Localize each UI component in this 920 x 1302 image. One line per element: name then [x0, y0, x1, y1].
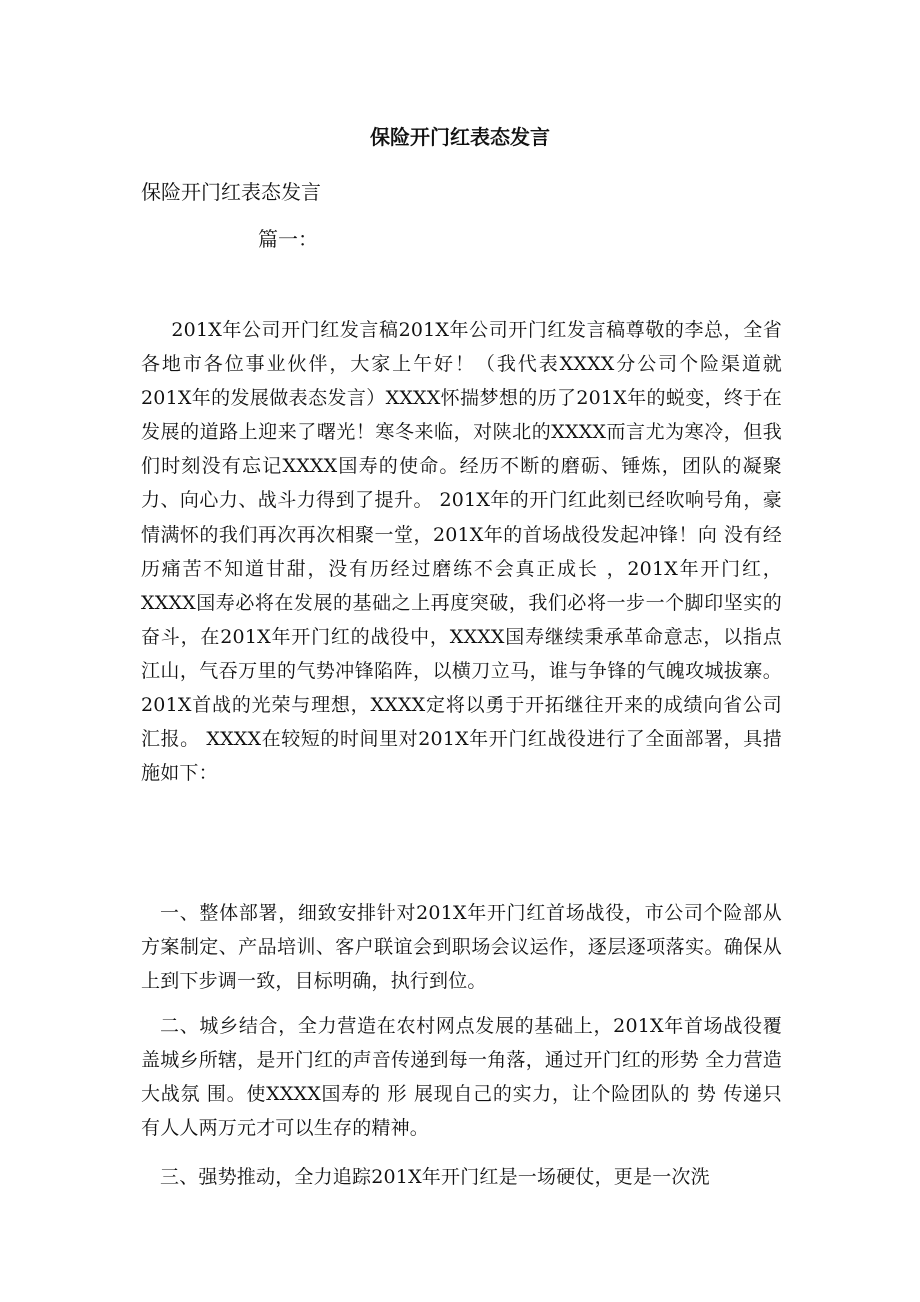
paragraph-item-3: 三、强势推动，全力追踪201X年开门红是一场硬仗，更是一次洗: [160, 1166, 710, 1188]
paragraph-item-2: 二、城乡结合，全力营造在农村网点发展的基础上，201X年首场战役覆盖城乡所辖，是开门红的声音传递到每一角落，通过开门红的形势 全力营造大战氛 围。使XXXX国寿的 形 展现自己的实力，让个险团队的 势 传递只有人人两万元才可以生存的精神。: [141, 1015, 782, 1140]
paragraph-item-1: 一、整体部署，细致安排针对201X年开门红首场战役，市公司个险部从方案制定、产品培训、客户联谊会到职场会议运作，逐层逐项落实。确保从上到下步调一致，目标明确，执行到位。: [141, 902, 782, 993]
document-subtitle: 保险开门红表态发言: [141, 180, 321, 204]
part-label: 篇一：: [258, 227, 318, 251]
paragraph-intro: 201X年公司开门红发言稿201X年公司开门红发言稿尊敬的李总，全省各地市各位事业伙伴，大家上午好！（我代表XXXX分公司个险渠道就201X年的发展做表态发言）XXXX怀揣梦想的历了201X年的蜕变，终于在发展的道路上迎来了曙光！寒冬来临，对陕北的XXXX而言尤为寒冷，但我们时刻没有忘记XXXX国寿的使命。经历不断的磨砺、锤炼，团队的凝聚力、向心力、战斗力得到了提升。 201X年的开门红此刻已经吹响号角，豪情满怀的我们再次再次相聚一堂，201X年的首场战役发起冲锋！向 没有经历痛苦不知道甘甜，没有历经过磨练不会真正成长 ，201X年开门红，XXXX国寿必将在发展的基础之上再度突破，我们必将一步一个脚印坚实的奋斗，在201X年开门红的战役中，XXXX国寿继续秉承革命意志，以指点江山，气吞万里的气势冲锋陷阵，以横刀立马，谁与争锋的气魄攻城拔寨。 201X首战的光荣与理想，XXXX定将以勇于开拓继往开来的成绩向省公司汇报。 XXXX在较短的时间里对201X年开门红战役进行了全面部署，具措施如下：: [141, 319, 782, 785]
document-title: 保险开门红表态发言: [370, 125, 550, 149]
